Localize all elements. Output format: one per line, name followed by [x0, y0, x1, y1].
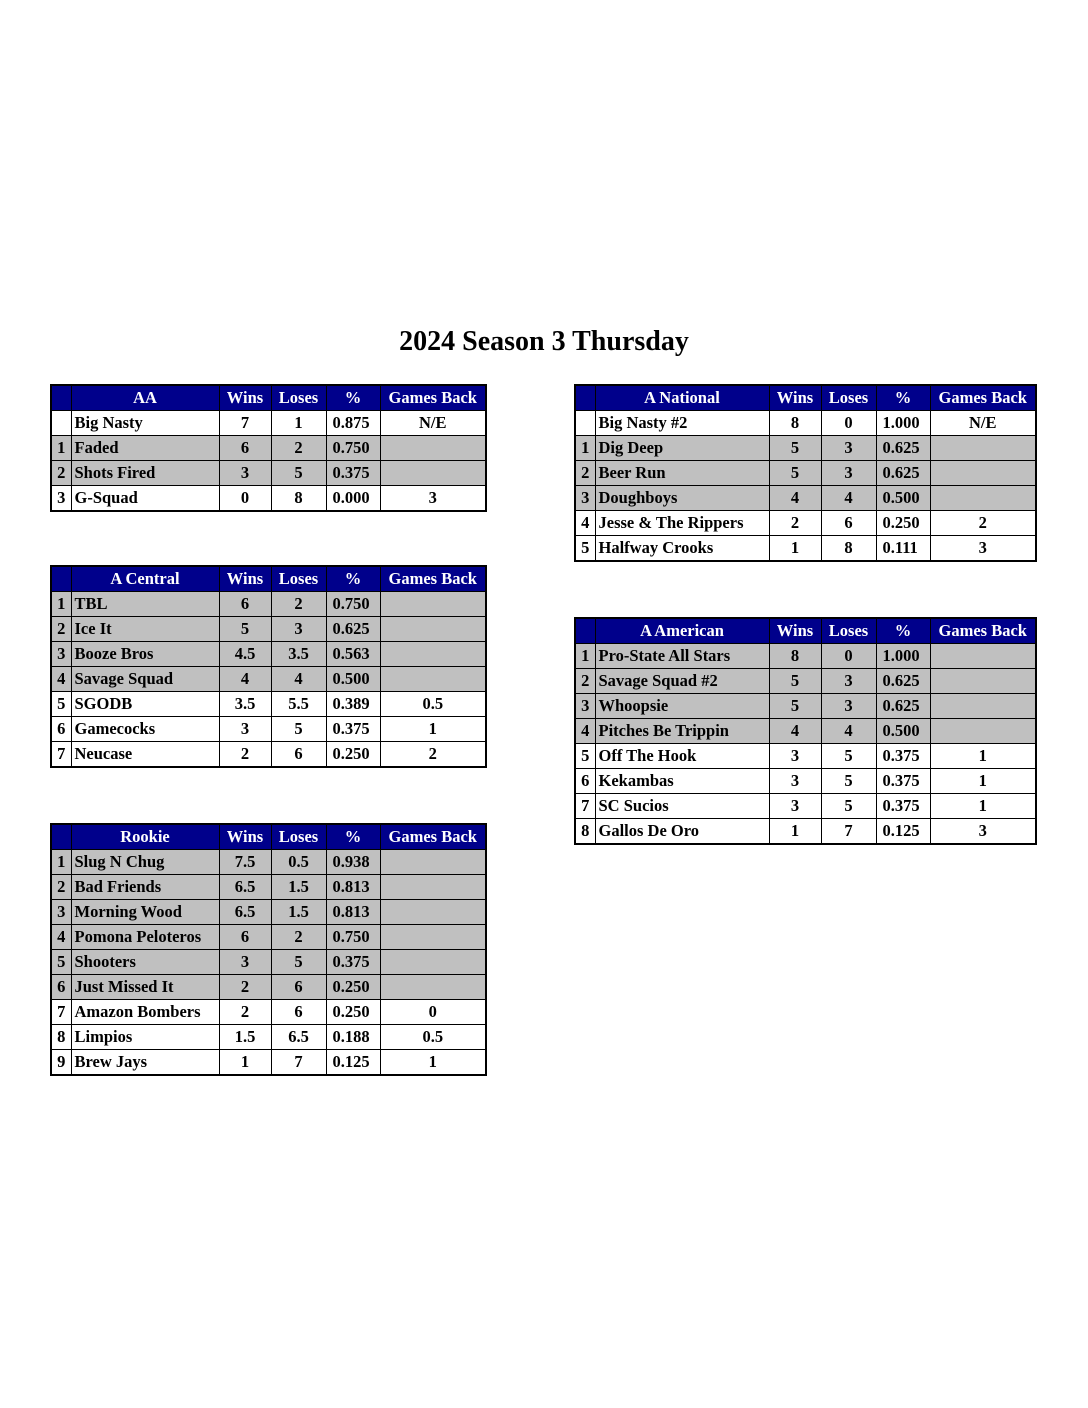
rank-cell: 1 — [51, 592, 71, 617]
games-back-cell: 0.5 — [380, 692, 486, 717]
wins-cell: 8 — [769, 644, 821, 669]
table-row — [51, 592, 486, 617]
team-name-cell: Limpios — [71, 1025, 219, 1050]
team-name-cell: Beer Run — [595, 461, 769, 486]
games-back-cell — [380, 667, 486, 692]
rank-cell: 1 — [51, 436, 71, 461]
table-row — [575, 744, 1036, 769]
wins-cell: 2 — [219, 975, 271, 1000]
team-name-cell: Savage Squad — [71, 667, 219, 692]
loses-cell: 1.5 — [271, 900, 326, 925]
team-name-cell: Jesse & The Rippers — [595, 511, 769, 536]
team-name-cell: Big Nasty #2 — [595, 411, 769, 436]
loses-header: Loses — [821, 385, 876, 411]
rank-cell: 1 — [575, 644, 595, 669]
rank-cell: 3 — [575, 486, 595, 511]
games-back-cell — [380, 950, 486, 975]
wins-cell: 7 — [219, 411, 271, 436]
rank-cell: 3 — [51, 486, 71, 512]
wins-cell: 3 — [219, 461, 271, 486]
wins-cell: 4 — [769, 719, 821, 744]
team-name-cell: Booze Bros — [71, 642, 219, 667]
wins-cell: 3 — [769, 769, 821, 794]
table-row — [575, 769, 1036, 794]
table-row — [575, 461, 1036, 486]
pct-header: % — [876, 618, 930, 644]
pct-cell: 1.000 — [876, 644, 930, 669]
loses-cell: 5 — [821, 744, 876, 769]
table-row — [51, 642, 486, 667]
team-name-cell: Pomona Peloteros — [71, 925, 219, 950]
wins-cell: 2 — [219, 742, 271, 768]
team-name-cell: Dig Deep — [595, 436, 769, 461]
table-row — [51, 617, 486, 642]
loses-cell: 6 — [271, 1000, 326, 1025]
wins-cell: 1 — [769, 536, 821, 562]
wins-cell: 6.5 — [219, 900, 271, 925]
loses-cell: 3 — [821, 694, 876, 719]
table-header-row — [575, 618, 1036, 644]
rank-header — [51, 385, 71, 411]
rank-cell: 2 — [51, 617, 71, 642]
page-title: 2024 Season 3 Thursday — [399, 326, 689, 357]
team-name-cell: Morning Wood — [71, 900, 219, 925]
loses-header: Loses — [271, 566, 326, 592]
loses-cell: 4 — [821, 719, 876, 744]
wins-cell: 6 — [219, 436, 271, 461]
loses-cell: 0 — [821, 644, 876, 669]
games-back-cell: N/E — [930, 411, 1036, 436]
table-row — [51, 925, 486, 950]
loses-cell: 6.5 — [271, 1025, 326, 1050]
games-back-cell: 2 — [930, 511, 1036, 536]
rank-cell: 8 — [575, 819, 595, 845]
loses-cell: 5 — [271, 461, 326, 486]
games-back-cell: 3 — [930, 819, 1036, 845]
rank-cell — [575, 411, 595, 436]
games-back-cell: 1 — [930, 744, 1036, 769]
pct-cell: 0.625 — [876, 436, 930, 461]
team-name-cell: Whoopsie — [595, 694, 769, 719]
games-back-cell: 2 — [380, 742, 486, 768]
table-row — [51, 717, 486, 742]
table-row — [51, 436, 486, 461]
loses-cell: 3 — [821, 436, 876, 461]
rank-cell: 7 — [51, 742, 71, 768]
team-name-cell: Ice It — [71, 617, 219, 642]
rank-cell: 2 — [575, 669, 595, 694]
table-header-row — [51, 566, 486, 592]
table-row — [51, 1025, 486, 1050]
rank-cell: 4 — [575, 719, 595, 744]
team-name-cell: Kekambas — [595, 769, 769, 794]
wins-cell: 4 — [219, 667, 271, 692]
wins-cell: 3.5 — [219, 692, 271, 717]
wins-cell: 1 — [219, 1050, 271, 1076]
division-name-header: Rookie — [71, 824, 219, 850]
team-name-cell: Big Nasty — [71, 411, 219, 436]
pct-cell: 0.875 — [326, 411, 380, 436]
rank-cell: 5 — [51, 692, 71, 717]
table-row — [51, 875, 486, 900]
pct-header: % — [326, 824, 380, 850]
wins-header: Wins — [769, 618, 821, 644]
games-back-cell — [930, 719, 1036, 744]
pct-cell: 0.250 — [326, 1000, 380, 1025]
pct-cell: 0.375 — [326, 717, 380, 742]
wins-cell: 1.5 — [219, 1025, 271, 1050]
pct-cell: 0.375 — [876, 744, 930, 769]
games-back-cell: 1 — [380, 717, 486, 742]
wins-cell: 3 — [769, 744, 821, 769]
team-name-cell: Brew Jays — [71, 1050, 219, 1076]
standings-table-aa — [50, 384, 487, 512]
loses-cell: 8 — [821, 536, 876, 562]
table-row — [51, 975, 486, 1000]
table-row — [575, 819, 1036, 845]
wins-cell: 0 — [219, 486, 271, 512]
loses-cell: 3 — [821, 669, 876, 694]
team-name-cell: Amazon Bombers — [71, 1000, 219, 1025]
games-back-cell — [380, 900, 486, 925]
games-back-header: Games Back — [380, 824, 486, 850]
table-row — [575, 411, 1036, 436]
team-name-cell: Gallos De Oro — [595, 819, 769, 845]
team-name-cell: Pitches Be Trippin — [595, 719, 769, 744]
rank-cell: 3 — [575, 694, 595, 719]
rank-cell: 5 — [575, 744, 595, 769]
wins-cell: 6 — [219, 925, 271, 950]
pct-cell: 0.500 — [876, 486, 930, 511]
rank-cell: 6 — [51, 975, 71, 1000]
wins-cell: 5 — [769, 461, 821, 486]
table-row — [575, 536, 1036, 562]
table-row — [575, 436, 1036, 461]
wins-cell: 2 — [219, 1000, 271, 1025]
pct-cell: 0.375 — [876, 769, 930, 794]
loses-cell: 3 — [821, 461, 876, 486]
loses-header: Loses — [821, 618, 876, 644]
wins-cell: 5 — [219, 617, 271, 642]
pct-cell: 0.750 — [326, 436, 380, 461]
table-row — [51, 950, 486, 975]
pct-cell: 0.500 — [876, 719, 930, 744]
team-name-cell: G-Squad — [71, 486, 219, 512]
rank-cell: 2 — [51, 461, 71, 486]
loses-cell: 2 — [271, 592, 326, 617]
pct-header: % — [876, 385, 930, 411]
division-name-header: A American — [595, 618, 769, 644]
games-back-cell — [930, 486, 1036, 511]
table-row — [575, 511, 1036, 536]
team-name-cell: Gamecocks — [71, 717, 219, 742]
table-row — [51, 1050, 486, 1076]
games-back-cell — [380, 925, 486, 950]
team-name-cell: Off The Hook — [595, 744, 769, 769]
pct-cell: 0.813 — [326, 900, 380, 925]
games-back-cell — [380, 436, 486, 461]
pct-cell: 0.375 — [876, 794, 930, 819]
pct-cell: 0.250 — [876, 511, 930, 536]
rank-cell: 6 — [575, 769, 595, 794]
team-name-cell: Faded — [71, 436, 219, 461]
pct-cell: 0.250 — [326, 975, 380, 1000]
pct-cell: 0.125 — [876, 819, 930, 845]
games-back-cell — [380, 975, 486, 1000]
team-name-cell: SC Sucios — [595, 794, 769, 819]
standings-table-a-american — [574, 617, 1037, 845]
games-back-cell: 1 — [930, 794, 1036, 819]
pct-cell: 0.111 — [876, 536, 930, 562]
team-name-cell: Shots Fired — [71, 461, 219, 486]
wins-cell: 4.5 — [219, 642, 271, 667]
table-row — [575, 719, 1036, 744]
wins-cell: 6 — [219, 592, 271, 617]
table-row — [575, 794, 1036, 819]
games-back-header: Games Back — [380, 566, 486, 592]
pct-cell: 0.375 — [326, 950, 380, 975]
table-row — [575, 669, 1036, 694]
table-row — [51, 850, 486, 875]
pct-cell: 0.625 — [876, 461, 930, 486]
rank-cell: 4 — [51, 925, 71, 950]
games-back-cell — [380, 592, 486, 617]
standings-table-rookie — [50, 823, 487, 1076]
rank-cell: 2 — [51, 875, 71, 900]
team-name-cell: Pro-State All Stars — [595, 644, 769, 669]
rank-cell: 5 — [51, 950, 71, 975]
table-row — [51, 667, 486, 692]
pct-cell: 1.000 — [876, 411, 930, 436]
pct-cell: 0.750 — [326, 925, 380, 950]
team-name-cell: Bad Friends — [71, 875, 219, 900]
table-row — [51, 692, 486, 717]
loses-cell: 4 — [271, 667, 326, 692]
table-row — [575, 644, 1036, 669]
pct-header: % — [326, 385, 380, 411]
loses-cell: 6 — [271, 975, 326, 1000]
pct-header: % — [326, 566, 380, 592]
games-back-cell: 0.5 — [380, 1025, 486, 1050]
table-row — [51, 461, 486, 486]
rank-header — [575, 618, 595, 644]
wins-cell: 6.5 — [219, 875, 271, 900]
loses-cell: 1.5 — [271, 875, 326, 900]
loses-cell: 7 — [271, 1050, 326, 1076]
loses-cell: 2 — [271, 436, 326, 461]
wins-cell: 3 — [219, 717, 271, 742]
games-back-cell — [380, 875, 486, 900]
wins-cell: 5 — [769, 694, 821, 719]
wins-header: Wins — [219, 385, 271, 411]
rank-cell: 2 — [575, 461, 595, 486]
loses-cell: 3 — [271, 617, 326, 642]
team-name-cell: Shooters — [71, 950, 219, 975]
games-back-cell — [380, 461, 486, 486]
pct-cell: 0.000 — [326, 486, 380, 512]
table-row — [51, 486, 486, 512]
rank-cell: 3 — [51, 642, 71, 667]
pct-cell: 0.375 — [326, 461, 380, 486]
games-back-header: Games Back — [930, 618, 1036, 644]
standings-table-a-central — [50, 565, 487, 768]
wins-header: Wins — [769, 385, 821, 411]
pct-cell: 0.500 — [326, 667, 380, 692]
rank-cell: 1 — [51, 850, 71, 875]
loses-cell: 6 — [821, 511, 876, 536]
loses-cell: 6 — [271, 742, 326, 768]
games-back-cell — [930, 644, 1036, 669]
team-name-cell: Savage Squad #2 — [595, 669, 769, 694]
games-back-header: Games Back — [380, 385, 486, 411]
team-name-cell: Halfway Crooks — [595, 536, 769, 562]
pct-cell: 0.389 — [326, 692, 380, 717]
pct-cell: 0.625 — [876, 669, 930, 694]
wins-cell: 4 — [769, 486, 821, 511]
loses-cell: 0.5 — [271, 850, 326, 875]
wins-cell: 5 — [769, 669, 821, 694]
games-back-cell: N/E — [380, 411, 486, 436]
pct-cell: 0.813 — [326, 875, 380, 900]
rank-cell: 9 — [51, 1050, 71, 1076]
games-back-cell: 0 — [380, 1000, 486, 1025]
pct-cell: 0.125 — [326, 1050, 380, 1076]
rank-cell: 1 — [575, 436, 595, 461]
pct-cell: 0.625 — [326, 617, 380, 642]
wins-header: Wins — [219, 824, 271, 850]
wins-cell: 3 — [769, 794, 821, 819]
table-row — [51, 742, 486, 768]
rank-cell: 7 — [575, 794, 595, 819]
table-row — [575, 486, 1036, 511]
loses-cell: 5 — [271, 950, 326, 975]
team-name-cell: Neucase — [71, 742, 219, 768]
wins-cell: 3 — [219, 950, 271, 975]
games-back-cell — [380, 850, 486, 875]
table-header-row — [51, 824, 486, 850]
games-back-cell — [930, 694, 1036, 719]
pct-cell: 0.625 — [876, 694, 930, 719]
games-back-cell: 3 — [930, 536, 1036, 562]
wins-cell: 5 — [769, 436, 821, 461]
games-back-cell — [930, 669, 1036, 694]
loses-cell: 1 — [271, 411, 326, 436]
division-name-header: A National — [595, 385, 769, 411]
team-name-cell: SGODB — [71, 692, 219, 717]
rank-header — [51, 566, 71, 592]
games-back-cell — [930, 461, 1036, 486]
team-name-cell: TBL — [71, 592, 219, 617]
games-back-cell — [930, 436, 1036, 461]
pct-cell: 0.563 — [326, 642, 380, 667]
rank-cell: 5 — [575, 536, 595, 562]
rank-cell: 3 — [51, 900, 71, 925]
table-header-row — [51, 385, 486, 411]
table-row — [51, 900, 486, 925]
wins-cell: 8 — [769, 411, 821, 436]
table-row — [51, 1000, 486, 1025]
rank-cell: 4 — [51, 667, 71, 692]
games-back-cell — [380, 617, 486, 642]
team-name-cell: Just Missed It — [71, 975, 219, 1000]
team-name-cell: Slug N Chug — [71, 850, 219, 875]
table-row — [51, 411, 486, 436]
wins-header: Wins — [219, 566, 271, 592]
games-back-cell — [380, 642, 486, 667]
loses-cell: 5 — [821, 794, 876, 819]
loses-cell: 5 — [821, 769, 876, 794]
games-back-cell: 1 — [930, 769, 1036, 794]
rank-cell — [51, 411, 71, 436]
pct-cell: 0.750 — [326, 592, 380, 617]
loses-cell: 2 — [271, 925, 326, 950]
rank-cell: 8 — [51, 1025, 71, 1050]
loses-cell: 8 — [271, 486, 326, 512]
rank-cell: 7 — [51, 1000, 71, 1025]
standings-table-a-national — [574, 384, 1037, 562]
rank-header — [51, 824, 71, 850]
loses-cell: 5.5 — [271, 692, 326, 717]
pct-cell: 0.250 — [326, 742, 380, 768]
loses-cell: 7 — [821, 819, 876, 845]
rank-cell: 6 — [51, 717, 71, 742]
division-name-header: A Central — [71, 566, 219, 592]
pct-cell: 0.938 — [326, 850, 380, 875]
loses-cell: 4 — [821, 486, 876, 511]
division-name-header: AA — [71, 385, 219, 411]
team-name-cell: Doughboys — [595, 486, 769, 511]
table-header-row — [575, 385, 1036, 411]
loses-cell: 0 — [821, 411, 876, 436]
loses-cell: 5 — [271, 717, 326, 742]
pct-cell: 0.188 — [326, 1025, 380, 1050]
loses-header: Loses — [271, 824, 326, 850]
table-row — [575, 694, 1036, 719]
wins-cell: 2 — [769, 511, 821, 536]
games-back-cell: 1 — [380, 1050, 486, 1076]
loses-cell: 3.5 — [271, 642, 326, 667]
wins-cell: 7.5 — [219, 850, 271, 875]
rank-cell: 4 — [575, 511, 595, 536]
rank-header — [575, 385, 595, 411]
games-back-cell: 3 — [380, 486, 486, 512]
games-back-header: Games Back — [930, 385, 1036, 411]
wins-cell: 1 — [769, 819, 821, 845]
loses-header: Loses — [271, 385, 326, 411]
